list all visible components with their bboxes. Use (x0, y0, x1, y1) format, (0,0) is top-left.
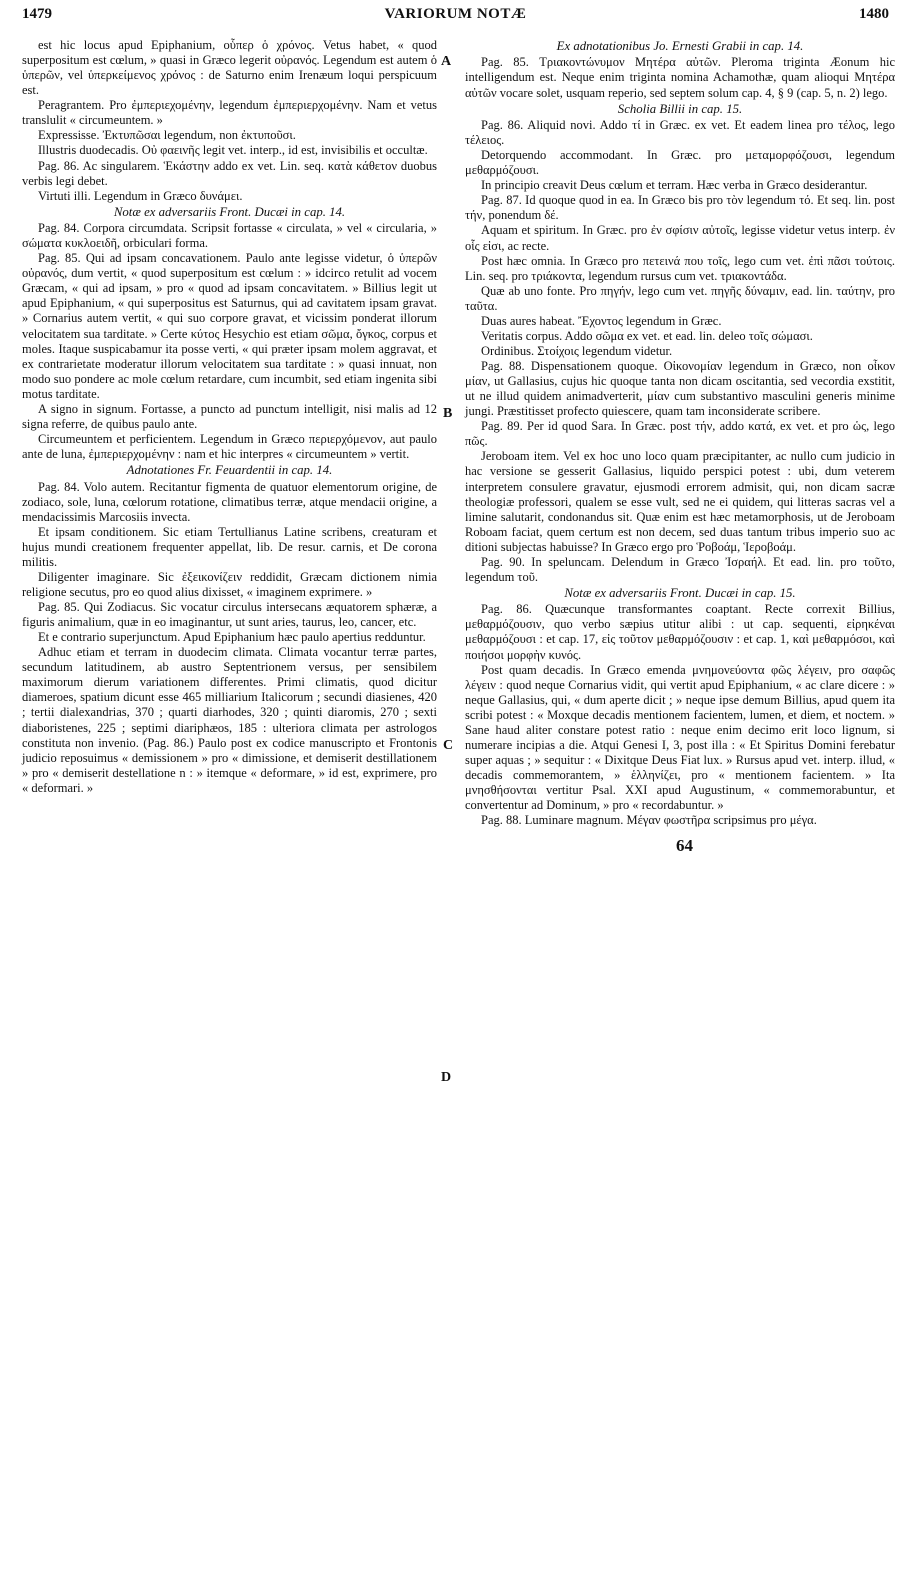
note-paragraph: Circumeuntem et perficientem. Legendum in Græco περιερχόμενον, aut paulo ante de luna, ἐμπεριερχομένην : nam et hic interpres « circumeuntem » vertit. (22, 431, 437, 462)
note-paragraph: Peragrantem. Pro ἐμπεριεχομένην, legendum ἐμπεριερχομένην. Nam et vetus translulit « circumeuntem. » (22, 98, 437, 128)
note-paragraph: Virtuti illi. Legendum in Græco δυνάμει. (38, 188, 243, 203)
page-header (22, 6, 889, 28)
note-paragraph: In principio creavit Deus cœlum et terram. Hæc verba in Græco desiderantur. (481, 178, 868, 193)
note-paragraph: Et e contrario superjunctum. Apud Epiphanium hæc paulo apertius redduntur. (38, 630, 426, 645)
note-paragraph: Post quam decadis. In Græco emenda μνημονεύοντα φῶς λέγειν, pro σαφῶς λέγειν : quod neque Cornarius vidit, qui vertit apud Epiphanium, « ac clare dicere : » neque Gallasius, qui, « dum aperte dicit ; » neque ipse demum Billius, apud quem ita scribi potest : « Moxque decadis mentionem facientem, lumen, et diem, et noctem. » Sane haud aliter constare potest ratio : neque enim decimo erit loco lignum, si numerare incipias a die. Atqui Genesi I, 3, post illa : « Et Spiritus Domini ferebatur super aquas ; » sequitur : « Dixitque Deus Fiat lux. » Rursus apud vet. interp. illud, « decadis commemorantem, » ἑλληνίζει, pro « mentionem facientem. » Ita μνησθήσονται vertitur Psal. XXI apud Augustinum, « commemorabuntur, et convertentur ad Dominum, » pro « recordabuntur. » (465, 662, 895, 813)
note-paragraph: Pag. 85. Qui ad ipsam concavationem. Paulo ante legisse videtur, ὁ ὑπερῶν οὐρανός, dum vertit, « quod superpositum est cœlum : » idcirco retulit ad vocem Græcam, « qui ad ipsam, » pro « quod ad ipsam concavitatem. » Billius legit ut apud Epiphanium, « qui superpositus est Saturnus, qui ad cavitatem ipsam gravat. » Cornarius autem vertit, « qui suo corpore gravat, et vicissim ponderat illorum velocitatem sua tarditate. » Certe κύτος Hesychio est etiam σῶμα, ὄγκος, corpus et moles. Itaque suspicabamur ita posse verti, « qui præter ipsam molem aggravat, et ex contrarietate moderatur illorum velocitatem sua tarditate : » quasi innuat, non modo suo pondere ac mole cœlum retardare, cum incumbit, sed etiam ingenita sibi motus tarditate. (22, 251, 437, 401)
note-paragraph: Ordinibus. Στοίχοις legendum videtur. (481, 343, 673, 358)
section-heading: Ex adnotationibus Jo. Ernesti Grabii in cap. 14. (556, 39, 804, 53)
margin-marker-a: A (441, 54, 452, 69)
left-column (22, 38, 437, 796)
note-paragraph: Jeroboam item. Vel ex hoc uno loco quam præcipitanter, ac nullo cum judicio in hac versione se gesserit Gallasius, liquido perspici potest : ubi, dum veterem interpretem consulere gravatur, ejusmodi errorem admisit, qui, non dicam sacræ theologiæ professori, qualem se esse vult, sed ne ei quidem, qui litteras sacras vel a limine salutarit, condonandus sit. Quæ enim est hæc metamorphosis, ut de Jeroboam Roboam faciat, quem certum est non decem, sed duas tantum tribus imperio suo ac ditioni subjectas habuisse? In Græco ergo pro Ῥοβοάμ, Ἱεροβοάμ. (465, 449, 895, 554)
note-paragraph: Pag. 86. Ac singularem. Ἑκάστην addo ex vet. Lin. seq. κατὰ κάθετον duobus verbis legi debet. (22, 158, 437, 188)
note-paragraph: Pag. 86. Aliquid novi. Addo τί in Græc. ex vet. Et eadem linea pro τέλος, lego τέλειος. (465, 118, 895, 148)
note-paragraph: Detorquendo accommodant. In Græc. pro μεταμορφόζουσι, legendum μεθαρμόζουσι. (465, 148, 895, 178)
note-paragraph: Post hæc omnia. In Græco pro πετεινά που τοῖς, lego cum vet. ἐπὶ πᾶσι τούτοις. Lin. seq. pro τριάκοντα, legendum rursus cum vet. τριακοντάδα. (465, 253, 895, 283)
note-paragraph: Pag. 88. Luminare magnum. Μέγαν φωστῆρα scripsimus pro μέγα. (481, 813, 817, 828)
right-column (465, 38, 895, 828)
note-paragraph: Pag. 89. Per id quod Sara. In Græc. post τήν, addo κατά, ex vet. et pro ὡς, lego πῶς. (465, 419, 895, 449)
note-paragraph: Veritatis corpus. Addo σῶμα ex vet. et ead. lin. deleo τοῖς σώμασι. (481, 328, 813, 343)
note-paragraph: Pag. 85. Τριακοντώνυμον Μητέρα αὐτῶν. Pleroma triginta Æonum hic intelligendum est. Neque enim triginta nomina Achamothæ, quam alioqui Μητέρα αὐτῶν vocare solet, usquam reperio, sed septem solum cap. 4, § 9 (cap. 5, n. 2) lego. (465, 55, 895, 100)
note-paragraph: est hic locus apud Epiphanium, οὗπερ ὁ χρόνος. Vetus habet, « quod superpositum est cœlum, » quasi in Græco legerit οὐρανός. Legendum est autem ὁ ὑπερῶν, vel ὑπερκείμενος χρόνος : de Saturno enim Irenæum loqui perspicuum est. (22, 38, 437, 98)
note-paragraph: Quæ ab uno fonte. Pro πηγήν, lego cum vet. πηγῆς δύναμιν, ead. lin. ταύτην, pro ταῦτα. (465, 283, 895, 313)
note-paragraph: Pag. 85. Qui Zodiacus. Sic vocatur circulus intersecans æquatorem sphæræ, a figuris animalium, quæ in eo imaginantur, ut sunt aries, taurus, leo, cancer, etc. (22, 600, 437, 630)
note-paragraph: Pag. 84. Corpora circumdata. Scripsit fortasse « circulata, » vel « circularia, » σώματα κυκλοειδῆ, orbiculari forma. (22, 221, 437, 251)
section-heading: Notæ ex adversariis Front. Ducæi in cap. 15. (564, 585, 796, 600)
note-paragraph: Adhuc etiam et terram in duodecim climata. Climata vocantur terræ partes, secundum latitudinem, ab austro Septentrionem versus, per sensibilem maximorum dierum variationem differentes. Primi climatis, quod dicitur diameroes, spatium dicunt esse 465 milliarium Italicorum ; secundi diasienes, 420 ; tertii dialexandrias, 370 ; quarti diarhodes, 320 ; quinti diaromis, 270 ; sexti diaboristenes, 225 ; septimi diariphæos, 185 : ulteriora climata per astrologos constituta non invenio. (Pag. 86.) Paulo post ex codice manuscripto et Frontonis judicio reposuimus « demissionem » pro « dimissione, et demiserit destillationem » pro « demiserit destellatione n : » itemque « deformare, » id est, exprimere, pro « deformari. » (22, 645, 437, 795)
note-paragraph: Pag. 84. Volo autem. Recitantur figmenta de quatuor elementorum origine, de zodiaco, sole, luna, cœlorum rotatione, climatibus terræ, atque mendacii origine, a mendacissimis Marcosiis invecta. (22, 479, 437, 524)
note-paragraph: Pag. 88. Dispensationem quoque. Οἰκονομίαν legendum in Græco, non οἶκον μίαν, ut Gallasius, cujus hic quoque tanta non dicam oscitantia, sed vecordia exstitit, ut ne illud quidem animadverterit, μίαν cum substantivo masculini generis minime jungi. Præstitisset profecto quiescere, quam tam inconsiderate scribere. (465, 359, 895, 419)
note-paragraph: Duas aures habeat. Ἔχοντος legendum in Græc. (481, 313, 722, 328)
note-paragraph: Et ipsam conditionem. Sic etiam Tertullianus Latine scribens, creaturam et hujus mundi creationem frequenter appellat, lib. De resur. carnis, et De corona militis. (22, 524, 437, 569)
folio-mark: 64 (676, 836, 693, 855)
note-paragraph: Pag. 87. Id quoque quod in ea. In Græco bis pro τὸν legendum τό. Et seq. lin. post τήν, ponendum δέ. (465, 193, 895, 223)
section-heading: Scholia Billii in cap. 15. (617, 101, 743, 116)
note-paragraph: Pag. 90. In speluncam. Delendum in Græco Ἰσραήλ. Et ead. lin. pro τοῦτο, legendum τοῦ. (465, 554, 895, 584)
note-paragraph: Diligenter imaginare. Sic ἐξεικονίζειν reddidit, Græcam dictionem nimia religione secutus, pro eo quod alius dixisset, « imaginem exprimere. » (22, 569, 437, 599)
margin-marker-d: D (441, 1070, 452, 1085)
margin-marker-b: B (443, 406, 453, 421)
note-paragraph: Pag. 86. Quæcunque transformantes coaptant. Recte correxit Billius, μεθαρμόζουσιν, quo verbo sæpius utitur alibi : ut cap. sequenti, εἰρηκέναι μεθαρμόζουσι : et cap. 17, εἰς τοῦτον μεθαρμόζουσιν : et cap. 1, καὶ μεθαρμόσοι, καὶ ποιήσοι μορφὴν κυνός. (465, 602, 895, 662)
note-paragraph: Aquam et spiritum. In Græc. pro ἐν σφίσιν αὐτοῖς, legisse videtur vetus interp. ἐν οἷς εἰσι, ac recte. (465, 223, 895, 253)
note-paragraph: Expressisse. Ἐκτυπῶσαι legendum, non ἐκτυποῦσι. (38, 128, 296, 143)
page-number-left: 1479 (22, 6, 52, 22)
section-heading: Notæ ex adversariis Front. Ducæi in cap. 14. (113, 204, 346, 219)
note-paragraph: A signo in signum. Fortasse, a puncto ad punctum intelligit, nisi malis ad 12 signa referre, de quibus paulo ante. (22, 401, 437, 431)
running-title: VARIORUM NOTÆ (384, 6, 527, 22)
page-number-right: 1480 (859, 6, 889, 22)
note-paragraph: Illustris duodecadis. Οὐ φαεινῆς legit vet. interp., id est, invisibilis et occultæ. (38, 143, 428, 158)
section-heading: Adnotationes Fr. Feuardentii in cap. 14. (126, 463, 333, 478)
margin-marker-c: C (443, 738, 454, 753)
